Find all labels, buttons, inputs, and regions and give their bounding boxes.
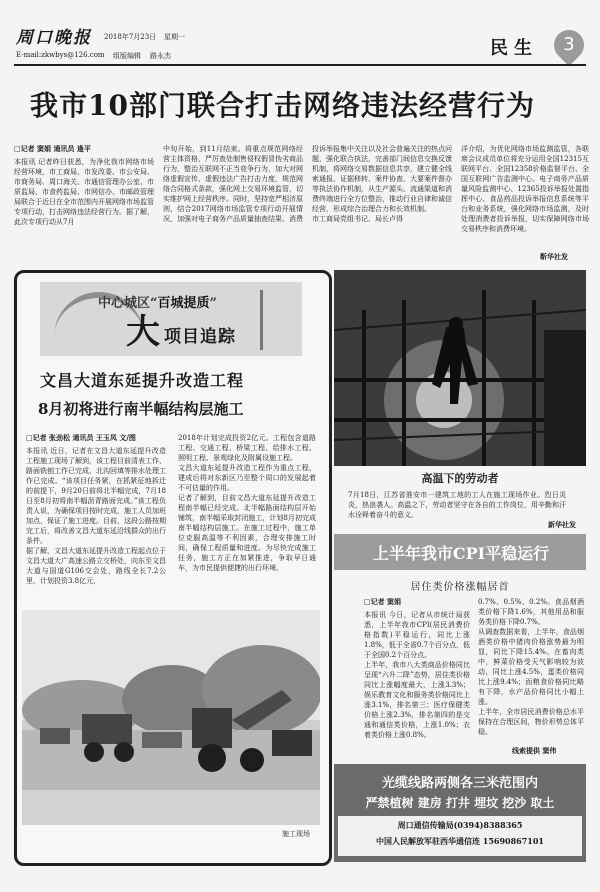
cpi-column-1: 本报讯 今日，记者从市统计局获悉，上半年我市CPI(居民消费价格指数)平稳运行，同比上涨1.8%，低于全省0.7个百分点，低于全国0.2个百分点。 上半年，我市八大类商品价格同比呈现“六升二降”态势，居住类价格同比上涨幅度最大，上涨3.3%；娱乐教育文化和服务类价格同比上涨3.1%，排名第三；医疗保健类价格上涨2.3%，排名第四的是交通和通信类价格，上涨1.0%；衣着类价格上涨0.8%。 (364, 611, 470, 739)
cpi-byline: □记者 窦娟 (364, 597, 402, 606)
road-column-2: 2018年计划完成投资2亿元。工程包含道路工程、交通工程、桥梁工程、给排水工程、照明工程、景观绿化及附属设施工程。 文昌大道东延提升改造工程作为重点工程，建成后将对东新区乃至整个周口的发展起着不可估量的作用。 记者了解到，目前文昌大道东延提升改造工程南半幅已经完成。北半幅路面结构层开始铺筑，南半幅采取封闭施工，计划8月初完成南半幅结构层施工。在施工过程中，施工单位克服高温等不利因素，合理安排施工时间，确保工程质量和进度。为尽快完成施工任务，施工方正在加紧推进，争取早日通车，为市民提供便捷的出行环境。 (178, 434, 316, 572)
lead-column-4: 洋介绍，为优化网络市场监测监管，各联席会议成员单位将充分运用全国12315互联网平台、全国12358价格监督平台、全国互联网广告监测中心、电子商务产品质量风险监测中心、12365投诉举报处置指挥中心、食品药品投诉举报信息系统等平台和业务系统，强化网络市场监测，及时处理消费者投诉举报，切实保障网络市场交易秩序和消费环境。 (461, 145, 589, 233)
road-column-1: 本报讯 近日，记者在文昌大道东延提升改造工程施工现场了解到，该工程目前清表工作、路面铣刨工作已完成，北沟回填等排水处理工作已完成。“该项目任务紧，在抓紧征地拆迁的前提下，9月20日前将北半幅完成，7月18日至8月初将南半幅沥青路面完成。”该工程负责人说，为确保项目按时完成，施工人员加班加点，保证了施工进度。目前，这段公路按期完工后，将改善文昌大道东延沿线群众的出行条件。 据了解，文昌大道东延提升改造工程起点位于文昌大道大广高速公路立交桥处，向东至文昌大道与国道G106交会处，路线全长7.2公里，计划投资3.8亿元， (26, 447, 166, 585)
cpi-headline: 上半年我市CPI平稳运行 (372, 544, 550, 563)
contact-email: E-mail:zkwbys@126.com (16, 51, 105, 59)
lead-signature: 靳华社发 (540, 252, 568, 261)
cpi-column-2: 0.7%、0.5%、0.2%。食品烟酒类价格下降1.6%，其他用品和服务类价格下降0.7%。 从调查数据来看，上半年，食品烟酒类价格中猪肉价格涨势最为明显，同比下降15.4%。在畜肉类中，鲜菜价格受天气影响较为波动，同比上涨4.5%，蛋类价格同比上涨9.4%；而粮食价格同比略有下降，水产品价格同比小幅上涨。 上半年，全市居民消费价格总水平保持在合理区间，物价形势总体平稳。 (478, 598, 584, 736)
notice-line-1: 光缆线路两侧各三米范围内 (381, 776, 538, 791)
masthead (0, 0, 600, 76)
heat-caption-credit: 新华社发 (548, 520, 576, 529)
construction-photo-graphic (22, 610, 320, 825)
lead-headline: 我市10部门联合打击网络违法经营行为 (30, 89, 535, 122)
section-name: 民生 (490, 38, 538, 59)
newspaper-logo: 周口晚报 (16, 28, 92, 48)
masthead-rule (14, 64, 586, 66)
lead-byline: □记者 窦娟 通讯员 逢平 (14, 144, 91, 153)
road-headline-2: 8月初将进行南半幅结构层施工 (38, 400, 244, 418)
lead-column-3: 投诉举报集中关注以及社会普遍关注的热点问题，强化联合执法，完善部门间信息交换反馈机制，将网络交易数据信息共享，建立健全线索通报、证据移转、案件协查、大要案件督办等执法协作机制，从生产源头、流通渠道和消费终端进行全方位整治，推动行业自律和诚信经营，形成综合治理合力和长效机制。 市工商局党组书记、局长卢得 (312, 145, 452, 223)
banner-title-suffix: ” (209, 296, 217, 311)
heat-caption-text: 7月18日，江苏省淮安市一建筑工地的工人在施工现场作业。烈日炎炎，热浪袭人。高温之下，劳动者坚守在各自的工作岗位，用辛勤和汗水诠释着奋斗的意义。 (348, 491, 566, 519)
project-banner (40, 282, 302, 356)
notice-org-1: 周口通信传输局(0394)8388365 (397, 820, 523, 830)
notice-org-2: 中国人民解放军驻西华通信连 15690867101 (375, 836, 544, 846)
issue-weekday: 星期一 (164, 33, 185, 41)
heat-photo (334, 270, 586, 466)
construction-photo (22, 610, 320, 825)
road-byline: □记者 张劲松 通讯员 王玉凤 文/图 (26, 433, 136, 442)
cpi-subheadline: 居住类价格涨幅居首 (410, 582, 510, 593)
notice-line-2: 严禁植树 建房 打井 埋坟 挖沙 取土 (365, 796, 555, 810)
editor-label: 组版编辑 (113, 52, 141, 60)
banner-crane-graphic (260, 290, 263, 350)
construction-photo-caption: 施工现场 (282, 830, 310, 838)
lead-column-1: 本报讯 记者昨日获悉，为净化我市网络市场经营环境，市工商局、市发改委、市公安局、市商务局、周口海关、市通信管理办公室、市质监局、市食药监局、市网信办、市邮政管理局联合于近日在全市范围内开展网络市场监管专项行动，打击网络违法经营行为。据了解，此次专项行动从7月 (14, 158, 154, 226)
page-number: 3 (563, 34, 575, 55)
banner-title-highlight: 百城提质 (157, 296, 210, 311)
road-headline-1: 文昌大道东延提升改造工程 (40, 371, 245, 390)
heat-caption-title: 高温下的劳动者 (421, 472, 499, 485)
editor-name: 路永杰 (150, 52, 171, 60)
banner-big-char: 大 (126, 312, 160, 352)
banner-subtitle: 项目追踪 (164, 327, 236, 347)
lead-column-2: 中旬开始，到11月结束。将重点规范网络经营主体资格，严厉查处制售侵权假冒伪劣商品行为，整治互联网不正当竞争行为，加大对网络虚假宣传、虚假违法广告打击力度，规范网络合同格式条款，强化网上交易环境监管，切实维护网上经营秩序。同时，坚持宽严相济原则，结合2017网络市场监管专项行动开展情况，加强对电子商务产品质量抽查结果、消费 (163, 145, 303, 223)
banner-title (98, 292, 217, 311)
banner-title-prefix: 中心城区“ (98, 296, 158, 311)
heat-photo-graphic (334, 270, 586, 466)
issue-date: 2018年7月23日 (104, 33, 157, 41)
cpi-signature: 线索提供 窦伟 (512, 746, 557, 755)
